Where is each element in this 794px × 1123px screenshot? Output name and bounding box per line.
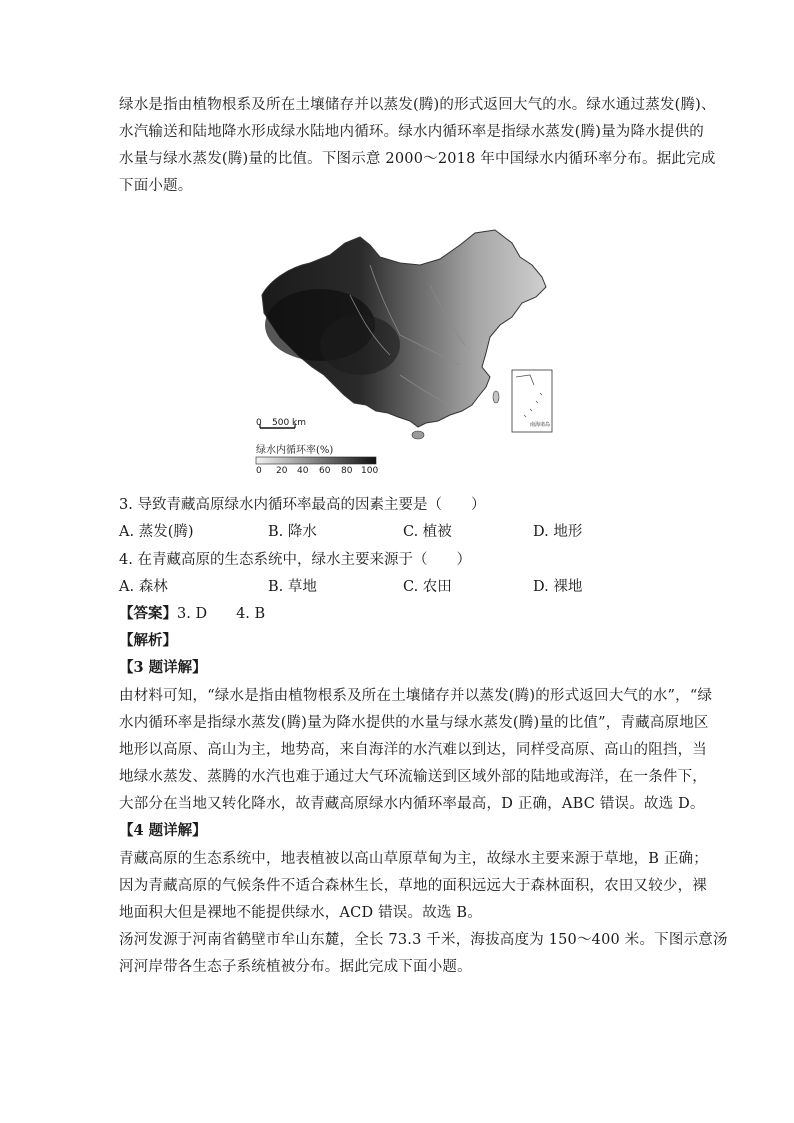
legend-tick: 40 — [297, 466, 309, 476]
question-3-option-b[interactable]: B. 降水 — [268, 524, 317, 540]
detail-4-title: 【4 题详解】 — [119, 822, 207, 839]
scale-label: 500 km — [272, 418, 307, 428]
detail-3-line: 地绿水蒸发、蒸腾的水汽也难于通过大气环流输送到区域外部的陆地或海洋，在一条件下， — [119, 769, 707, 785]
detail-3-line: 水内循环率是指绿水蒸发(腾)量为降水提供的水量与绿水蒸发(腾)量的比值”，青藏高原地区 — [119, 715, 709, 731]
analysis-label: 【解析】 — [119, 632, 177, 649]
next-passage-line: 汤河发源于河南省鹤壁市牟山东麓，全长 73.3 千米，海拔高度为 150～400 米。下图示意汤 — [119, 932, 728, 948]
detail-4-paragraph — [119, 846, 708, 927]
question-4-option-a[interactable]: A. 森林 — [119, 579, 168, 595]
question-4-option-b[interactable]: B. 草地 — [268, 579, 317, 595]
answer-label: 【答案】 — [119, 605, 177, 622]
legend-tick: 20 — [276, 466, 288, 476]
detail-3-paragraph — [119, 683, 713, 818]
inset-label: 南海诸岛 — [530, 422, 551, 428]
intro-line: 水汽输送和陆地降水形成绿水陆地内循环。绿水内循环率是指绿水蒸发(腾)量为降水提供的 — [119, 124, 705, 140]
intro-line: 水量与绿水蒸发(腾)量的比值。下图示意 2000～2018 年中国绿水内循环率分布。据此完成 — [119, 151, 716, 167]
legend-tick: 60 — [319, 466, 331, 476]
question-3-option-d[interactable]: D. 地形 — [533, 524, 583, 540]
detail-4-line: 地面积大但是裸地不能提供绿水，ACD 错误。故选 B。 — [119, 905, 482, 921]
question-3-option-c[interactable]: C. 植被 — [403, 524, 452, 540]
detail-4-line: 因为青藏高原的气候条件不适合森林生长，草地的面积远远大于森林面积，农田又较少，裸 — [119, 878, 707, 894]
hainan-island — [412, 431, 424, 439]
question-3-option-a[interactable]: A. 蒸发(腾) — [119, 524, 194, 540]
taiwan-island — [493, 391, 499, 403]
detail-3-title: 【3 题详解】 — [119, 659, 207, 676]
question-4-stem: 4. 在青藏高原的生态系统中，绿水主要来源于（ ） — [119, 552, 471, 568]
legend-tick: 0 — [256, 466, 262, 476]
legend-tick: 80 — [341, 466, 353, 476]
question-4-option-d[interactable]: D. 裸地 — [533, 579, 583, 595]
legend-tick: 100 — [361, 466, 379, 476]
intro-line: 下面小题。 — [119, 178, 193, 194]
scale-zero: 0 — [256, 418, 262, 428]
intro-line: 绿水是指由植物根系及所在土壤储存并以蒸发(腾)的形式返回大气的水。绿水通过蒸发(腾)、 — [119, 97, 716, 113]
detail-3-line: 大部分在当地又转化降水，故青藏高原绿水内循环率最高，D 正确，ABC 错误。故选 D。 — [119, 796, 705, 812]
question-4-option-c[interactable]: C. 农田 — [403, 579, 452, 595]
next-passage — [119, 927, 728, 981]
detail-3-line: 地形以高原、高山为主，地势高，来自海洋的水汽难以到达，同样受高原、高山的阻挡，当 — [119, 742, 707, 758]
green-water-recycling-map — [250, 225, 560, 480]
intro-paragraph — [119, 92, 716, 200]
legend-title: 绿水内循环率(%) — [256, 445, 334, 456]
next-passage-line: 河河岸带各生态子系统植被分布。据此完成下面小题。 — [119, 959, 472, 975]
detail-3-line: 由材料可知，“绿水是指由植物根系及所在土壤储存并以蒸发(腾)的形式返回大气的水”，“绿 — [119, 688, 713, 704]
answer-value: 3. D 4. B — [177, 606, 266, 622]
detail-4-line: 青藏高原的生态系统中，地表植被以高山草原草甸为主，故绿水主要来源于草地，B 正确； — [119, 851, 708, 867]
question-3-stem: 3. 导致青藏高原绿水内循环率最高的因素主要是（ ） — [119, 497, 486, 513]
answer-row — [119, 602, 265, 623]
legend-color-bar — [256, 457, 376, 464]
